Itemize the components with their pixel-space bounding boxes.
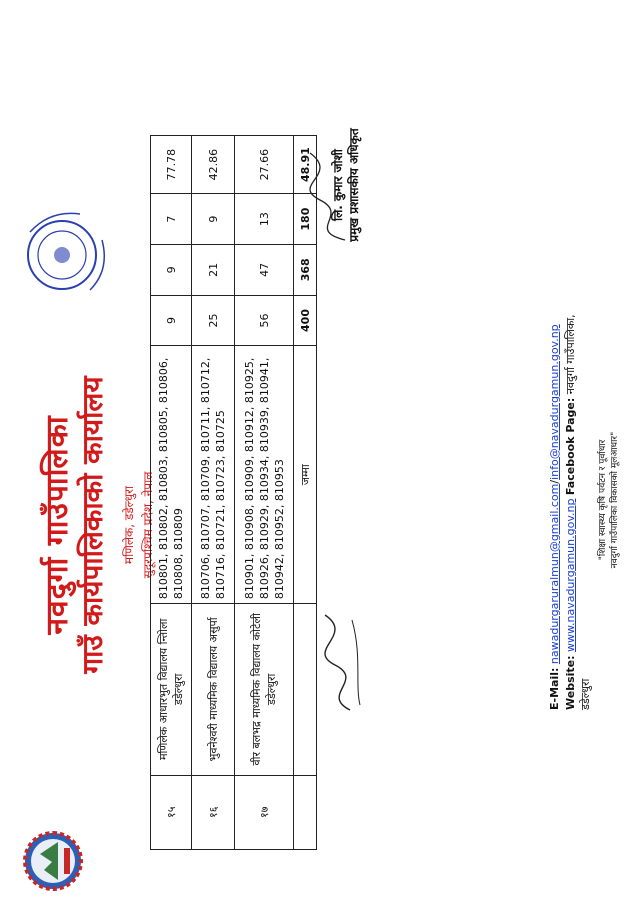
total-count-3: 180 (294, 194, 317, 245)
count-2: 47 (235, 244, 294, 295)
facebook-value: नवदुर्गा गाउँपालिका, डडेल्धुरा (564, 314, 592, 710)
address-line-2: सुदूरपश्चिम प्रदेश, नेपाल (141, 471, 155, 579)
signatory-name: लि. कुमार जोशी (331, 149, 345, 221)
office-subtitle: गाउँ कार्यपालिकाको कार्यालय (76, 376, 109, 674)
percentage: 27.66 (235, 136, 294, 194)
email-link-2[interactable]: info@navadurgamun.gov.np (548, 324, 561, 480)
serial-number: १६ (192, 775, 235, 849)
school-data-table (150, 135, 317, 850)
percentage: 77.78 (151, 136, 192, 194)
count-1: 25 (192, 295, 235, 346)
nepal-emblem-logo (22, 830, 84, 892)
serial-number: १५ (151, 775, 192, 849)
school-name: भुवनेश्वरी माध्यमिक विद्यालय असुर्पा (192, 604, 235, 775)
table-row (151, 136, 192, 850)
total-label: जम्मा (294, 346, 317, 604)
letterhead-title (40, 290, 156, 760)
website-line (563, 290, 593, 710)
footer (548, 290, 621, 710)
facebook-label: Facebook Page: (564, 397, 577, 496)
address-line-1: मणिलेक, डडेल्धुरा (122, 485, 136, 565)
signatory-block (330, 110, 362, 260)
table-row (192, 136, 235, 850)
empty-cell (294, 775, 317, 849)
table-row (235, 136, 294, 850)
email-line (548, 290, 561, 710)
count-3: 7 (151, 194, 192, 245)
percentage: 42.86 (192, 136, 235, 194)
website-label: Website: (564, 655, 577, 710)
website-link[interactable]: www.navadurgamun.gov.np (564, 498, 577, 652)
email-separator: / (548, 479, 561, 484)
student-codes: 810901, 810908, 810909, 810912, 810925, 810926, 810929, 810934, 810939, 810941, 810942, 810952, 810953 (235, 346, 294, 604)
slogan-line-2: नवदुर्गा गाउँपालिका विकासको मूलआधार" (610, 431, 620, 569)
signatory-title: प्रमुख प्रशासकीय अधिकृत (347, 128, 361, 242)
email-link[interactable]: nawadurgaruralmun@gmail.com (548, 483, 561, 665)
total-percentage: 48.91 (294, 136, 317, 194)
count-2: 21 (192, 244, 235, 295)
count-1: 56 (235, 295, 294, 346)
slogan (597, 290, 621, 710)
count-2: 9 (151, 244, 192, 295)
school-name: वीर बलभद्र माध्यमिक विद्यालय कोटेली डडेल्धुरा (235, 604, 294, 775)
count-3: 13 (235, 194, 294, 245)
serial-number: १७ (235, 775, 294, 849)
count-1: 9 (151, 295, 192, 346)
signature-left (310, 605, 370, 715)
school-name: मणिलेक आधारभुत विद्यालय न्तिोला डडेल्धुरा (151, 604, 192, 775)
student-codes: 810801, 810802, 810803, 810805, 810806, 810808, 810809 (151, 346, 192, 604)
total-count-1: 400 (294, 295, 317, 346)
email-label: E-Mail: (548, 667, 561, 710)
office-stamp (10, 190, 120, 310)
total-count-2: 368 (294, 244, 317, 295)
slogan-line-1: "शिक्षा स्वास्थ्य कृषि पर्यटन र पूर्वाधार (598, 439, 608, 561)
office-name: नवदुर्गा गाउँपालिका (40, 415, 75, 635)
student-codes: 810706, 810707, 810709, 810711, 810712, 810716, 810721, 810723, 810725 (192, 346, 235, 604)
count-3: 9 (192, 194, 235, 245)
